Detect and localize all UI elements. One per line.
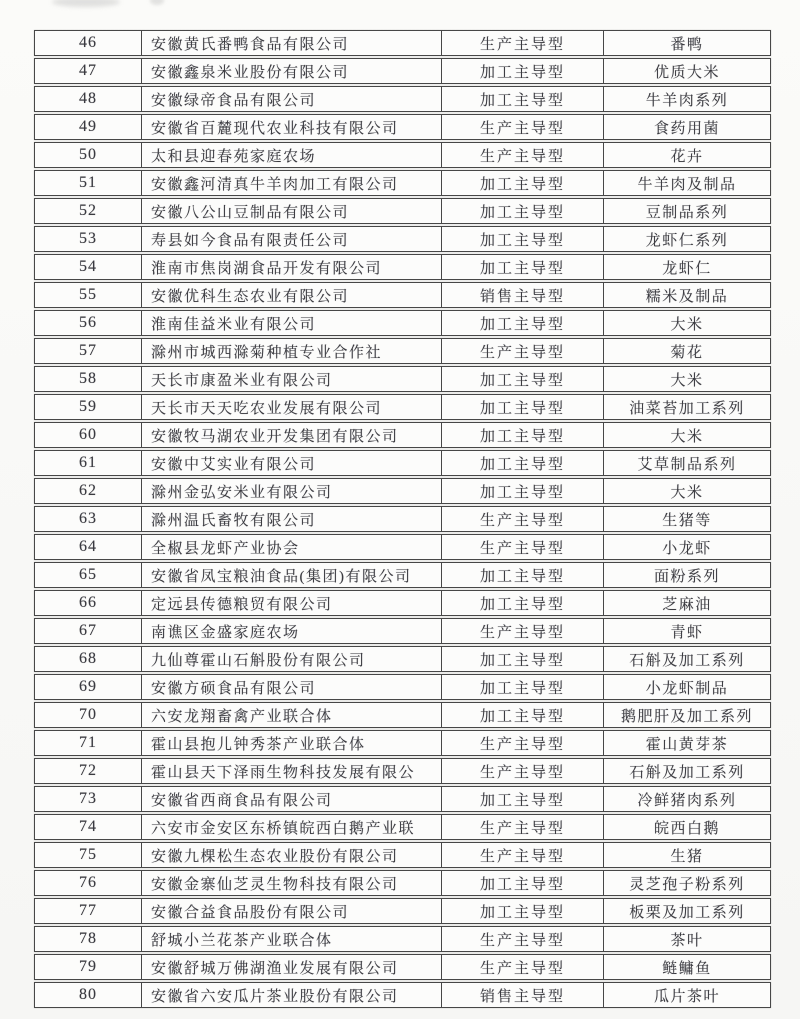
product-name: 牛羊肉及制品	[603, 171, 770, 195]
row-number: 63	[79, 510, 97, 527]
row-number: 66	[79, 594, 97, 611]
table-row	[34, 366, 771, 392]
company-name: 安徽绿帝食品有限公司	[141, 87, 441, 111]
lead-type: 加工主导型	[441, 871, 603, 895]
lead-type: 加工主导型	[441, 787, 603, 811]
company-name: 安徽省西商食品有限公司	[141, 787, 441, 811]
company-name: 全椒县龙虾产业协会	[141, 535, 441, 559]
company-name: 九仙尊霍山石斛股份有限公司	[141, 647, 441, 671]
company-name: 安徽九棵松生态农业股份有限公司	[141, 843, 441, 867]
product-name: 青虾	[603, 619, 770, 643]
lead-type: 加工主导型	[441, 591, 603, 615]
company-name: 滁州市城西滁菊种植专业合作社	[141, 339, 441, 363]
company-name: 滁州金弘安米业有限公司	[141, 479, 441, 503]
lead-type: 加工主导型	[441, 227, 603, 251]
company-name: 六安市金安区东桥镇皖西白鹅产业联	[141, 815, 441, 839]
company-name: 淮南市焦岗湖食品开发有限公司	[141, 255, 441, 279]
lead-type: 加工主导型	[441, 395, 603, 419]
table-row	[34, 562, 771, 588]
table-row	[34, 842, 771, 868]
row-number: 59	[79, 398, 97, 415]
table-row	[34, 702, 771, 728]
product-name: 大米	[603, 367, 770, 391]
table-row	[34, 310, 771, 336]
lead-type: 加工主导型	[441, 647, 603, 671]
lead-type: 生产主导型	[441, 843, 603, 867]
company-name: 滁州温氏畜牧有限公司	[141, 507, 441, 531]
product-name: 皖西白鹅	[603, 815, 770, 839]
row-number: 77	[79, 902, 97, 919]
product-name: 优质大米	[603, 59, 770, 83]
company-name: 安徽牧马湖农业开发集团有限公司	[141, 423, 441, 447]
lead-type: 加工主导型	[441, 899, 603, 923]
company-name: 霍山县抱儿钟秀茶产业联合体	[141, 731, 441, 755]
lead-type: 加工主导型	[441, 87, 603, 111]
company-name: 安徽黄氏番鸭食品有限公司	[141, 31, 441, 55]
lead-type: 加工主导型	[441, 451, 603, 475]
row-number: 58	[79, 370, 97, 387]
table-row	[34, 814, 771, 840]
lead-type: 加工主导型	[441, 367, 603, 391]
product-name: 茶叶	[603, 927, 770, 951]
table-row	[34, 758, 771, 784]
company-name: 南谯区金盛家庭农场	[141, 619, 441, 643]
product-name: 油菜苔加工系列	[603, 395, 770, 419]
table-row	[34, 730, 771, 756]
lead-type: 加工主导型	[441, 479, 603, 503]
table-row	[34, 282, 771, 308]
product-name: 食药用菌	[603, 115, 770, 139]
product-name: 面粉系列	[603, 563, 770, 587]
company-name: 六安龙翔畜禽产业联合体	[141, 703, 441, 727]
product-name: 瓜片茶叶	[603, 983, 770, 1007]
table-row	[34, 450, 771, 476]
lead-type: 生产主导型	[441, 143, 603, 167]
product-name: 菊花	[603, 339, 770, 363]
lead-type: 加工主导型	[441, 675, 603, 699]
company-name: 定远县传德粮贸有限公司	[141, 591, 441, 615]
lead-type: 加工主导型	[441, 311, 603, 335]
row-number: 64	[79, 538, 97, 555]
row-number: 73	[79, 790, 97, 807]
product-name: 鹅肥肝及加工系列	[603, 703, 770, 727]
table-row	[34, 30, 771, 56]
company-name: 舒城小兰花茶产业联合体	[141, 927, 441, 951]
row-number: 47	[79, 62, 97, 79]
product-name: 灵芝孢子粉系列	[603, 871, 770, 895]
product-name: 板栗及加工系列	[603, 899, 770, 923]
table-row	[34, 786, 771, 812]
lead-type: 加工主导型	[441, 563, 603, 587]
table-row	[34, 478, 771, 504]
lead-type: 加工主导型	[441, 703, 603, 727]
row-number: 80	[79, 986, 97, 1003]
product-name: 鲢鳙鱼	[603, 955, 770, 979]
company-name: 太和县迎春苑家庭农场	[141, 143, 441, 167]
product-name: 花卉	[603, 143, 770, 167]
company-name: 寿县如今食品有限责任公司	[141, 227, 441, 251]
row-number: 78	[79, 930, 97, 947]
table-row	[34, 114, 771, 140]
row-number: 53	[79, 230, 97, 247]
table-row	[34, 226, 771, 252]
row-number: 69	[79, 678, 97, 695]
row-number: 46	[79, 34, 97, 51]
row-number: 65	[79, 566, 97, 583]
product-name: 芝麻油	[603, 591, 770, 615]
company-name: 安徽方硕食品有限公司	[141, 675, 441, 699]
lead-type: 加工主导型	[441, 199, 603, 223]
table-row	[34, 870, 771, 896]
row-number: 55	[79, 286, 97, 303]
product-name: 番鸭	[603, 31, 770, 55]
company-name: 安徽金寨仙芝灵生物科技有限公司	[141, 871, 441, 895]
lead-type: 生产主导型	[441, 619, 603, 643]
row-number: 76	[79, 874, 97, 891]
row-number: 68	[79, 650, 97, 667]
table-row	[34, 590, 771, 616]
table-row	[34, 338, 771, 364]
table-row	[34, 618, 771, 644]
table-row	[34, 506, 771, 532]
product-name: 石斛及加工系列	[603, 647, 770, 671]
lead-type: 加工主导型	[441, 171, 603, 195]
product-name: 龙虾仁	[603, 255, 770, 279]
row-number: 75	[79, 846, 97, 863]
table-row	[34, 142, 771, 168]
company-name: 安徽鑫泉米业股份有限公司	[141, 59, 441, 83]
product-name: 小龙虾	[603, 535, 770, 559]
row-number: 48	[79, 90, 97, 107]
table-row	[34, 422, 771, 448]
row-number: 50	[79, 146, 97, 163]
lead-type: 生产主导型	[441, 815, 603, 839]
product-name: 小龙虾制品	[603, 675, 770, 699]
company-name: 安徽合益食品股份有限公司	[141, 899, 441, 923]
product-name: 牛羊肉系列	[603, 87, 770, 111]
product-name: 艾草制品系列	[603, 451, 770, 475]
company-name: 安徽省六安瓜片茶业股份有限公司	[141, 983, 441, 1007]
table-row	[34, 86, 771, 112]
company-name: 霍山县天下泽雨生物科技发展有限公	[141, 759, 441, 783]
table-row	[34, 394, 771, 420]
product-name: 霍山黄芽茶	[603, 731, 770, 755]
scan-artifact-smudge	[150, 0, 164, 5]
lead-type: 生产主导型	[441, 731, 603, 755]
product-name: 石斛及加工系列	[603, 759, 770, 783]
company-name: 安徽省凤宝粮油食品(集团)有限公司	[141, 563, 441, 587]
lead-type: 生产主导型	[441, 507, 603, 531]
table-row	[34, 254, 771, 280]
lead-type: 生产主导型	[441, 759, 603, 783]
company-name: 安徽省百麓现代农业科技有限公司	[141, 115, 441, 139]
product-name: 大米	[603, 423, 770, 447]
row-number: 57	[79, 342, 97, 359]
lead-type: 加工主导型	[441, 59, 603, 83]
lead-type: 加工主导型	[441, 255, 603, 279]
lead-type: 生产主导型	[441, 115, 603, 139]
lead-type: 销售主导型	[441, 983, 603, 1007]
company-name: 天长市康盈米业有限公司	[141, 367, 441, 391]
company-name: 安徽中艾实业有限公司	[141, 451, 441, 475]
lead-type: 生产主导型	[441, 535, 603, 559]
scan-artifact-smudge	[52, 0, 120, 7]
product-name: 冷鲜猪肉系列	[603, 787, 770, 811]
lead-type: 销售主导型	[441, 283, 603, 307]
table-row	[34, 646, 771, 672]
row-number: 51	[79, 174, 97, 191]
table-row	[34, 954, 771, 980]
row-number: 79	[79, 958, 97, 975]
lead-type: 生产主导型	[441, 339, 603, 363]
table-row	[34, 198, 771, 224]
product-name: 豆制品系列	[603, 199, 770, 223]
company-name: 安徽优科生态农业有限公司	[141, 283, 441, 307]
product-name: 大米	[603, 311, 770, 335]
lead-type: 加工主导型	[441, 423, 603, 447]
lead-type: 生产主导型	[441, 31, 603, 55]
lead-type: 生产主导型	[441, 955, 603, 979]
product-name: 生猪等	[603, 507, 770, 531]
product-name: 大米	[603, 479, 770, 503]
table-row	[34, 982, 771, 1008]
company-name: 安徽八公山豆制品有限公司	[141, 199, 441, 223]
row-number: 61	[79, 454, 97, 471]
row-number: 52	[79, 202, 97, 219]
table-row	[34, 674, 771, 700]
row-number: 56	[79, 314, 97, 331]
row-number: 72	[79, 762, 97, 779]
table-row	[34, 170, 771, 196]
product-name: 糯米及制品	[603, 283, 770, 307]
company-name: 安徽舒城万佛湖渔业发展有限公司	[141, 955, 441, 979]
row-number: 74	[79, 818, 97, 835]
table-row	[34, 898, 771, 924]
row-number: 60	[79, 426, 97, 443]
lead-type: 生产主导型	[441, 927, 603, 951]
product-name: 龙虾仁系列	[603, 227, 770, 251]
table-row	[34, 58, 771, 84]
row-number: 62	[79, 482, 97, 499]
row-number: 54	[79, 258, 97, 275]
table-row	[34, 534, 771, 560]
company-name: 淮南佳益米业有限公司	[141, 311, 441, 335]
enterprise-table	[34, 30, 771, 1010]
row-number: 67	[79, 622, 97, 639]
row-number: 71	[79, 734, 97, 751]
company-name: 安徽鑫河清真牛羊肉加工有限公司	[141, 171, 441, 195]
table-row	[34, 926, 771, 952]
product-name: 生猪	[603, 843, 770, 867]
row-number: 49	[79, 118, 97, 135]
company-name: 天长市天天吃农业发展有限公司	[141, 395, 441, 419]
row-number: 70	[79, 706, 97, 723]
